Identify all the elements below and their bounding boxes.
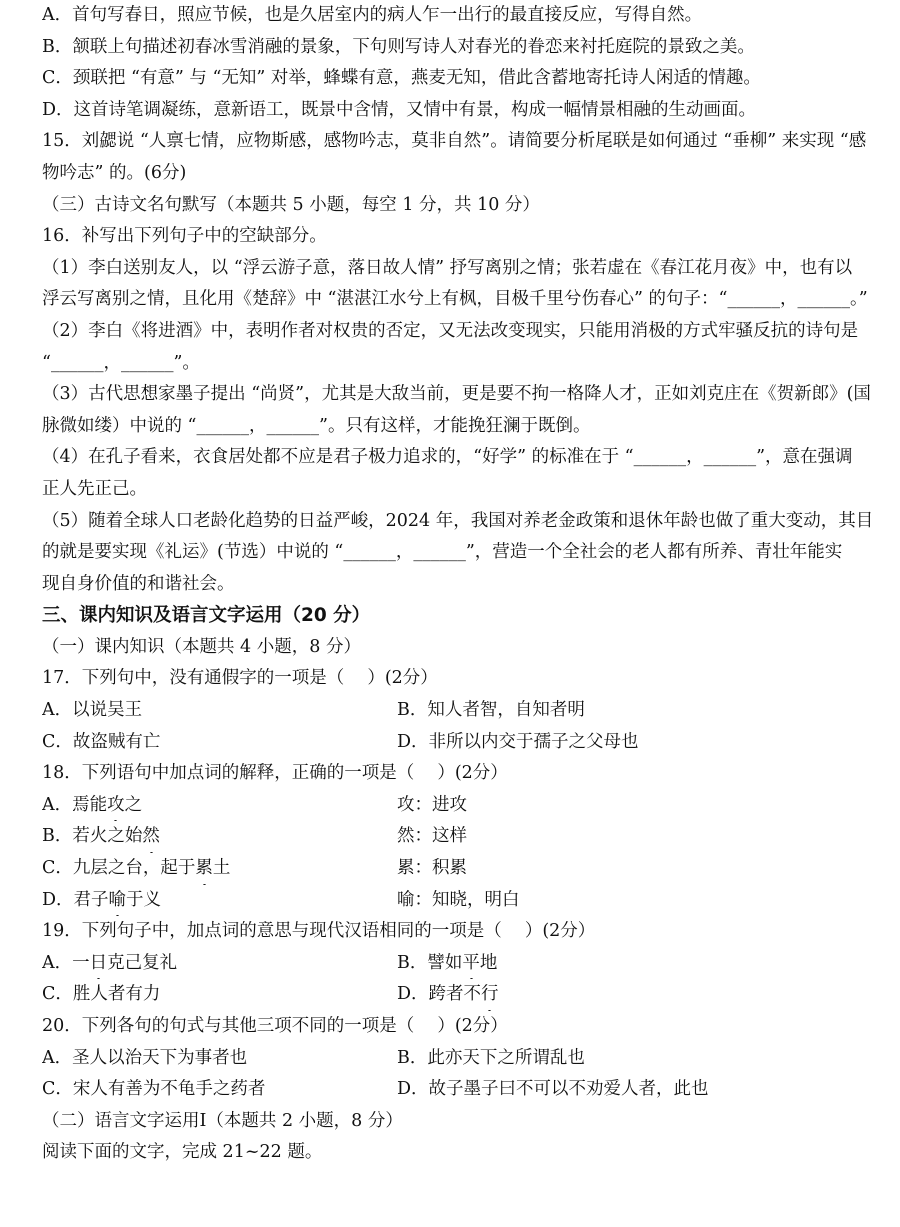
text: 土 bbox=[212, 858, 231, 879]
q17-option-c: C．故盗贼有亡 bbox=[42, 731, 161, 752]
q18-stem: 18．下列语句中加点词的解释，正确的一项是（ ）(2分） bbox=[42, 763, 508, 784]
q17-options-row-1 bbox=[42, 695, 882, 727]
q16-5-line-2: 的就是要实现《礼运》(节选）中说的 “______，______”，营造一个全社会的老人都有所养、青壮年能实 bbox=[42, 542, 843, 563]
dotted-character: 喻 bbox=[109, 885, 127, 917]
dotted-character: 攻 bbox=[107, 790, 125, 822]
q19-stem: 19．下列句子中，加点词的意思与现代汉语相同的一项是（ ）(2分） bbox=[42, 921, 596, 942]
q20-option-c: C．宋人有善为不龟手之药者 bbox=[42, 1079, 266, 1100]
q19-option-b bbox=[397, 948, 497, 980]
q14-option-b: B．颔联上句描述初春冰雪消融的景象，下句则写诗人对春光的眷恋来衬托庭院的景致之美。 bbox=[42, 36, 755, 57]
text: D．跨者不 bbox=[397, 984, 482, 1005]
text: A．一 bbox=[42, 952, 90, 973]
q18-option-a-gloss: 攻：进攻 bbox=[397, 794, 467, 815]
q18-option-c bbox=[42, 853, 882, 885]
q19-options-row-1 bbox=[42, 948, 882, 980]
q16-3-line-2: 脉微如缕）中说的 “______，______”。只有这样，才能挽狂澜于既倒。 bbox=[42, 415, 591, 436]
dotted-character: 日 bbox=[90, 948, 108, 980]
q18-option-b-gloss: 然：这样 bbox=[397, 826, 467, 847]
q18-option-d bbox=[42, 885, 882, 917]
q18-option-c-gloss: 累：积累 bbox=[397, 858, 467, 879]
q16-2-line-2: “______，______”。 bbox=[42, 352, 200, 373]
q16-3-line-1: （3）古代思想家墨子提出 “尚贤”，尤其是大敌当前，更是要不拘一格降人才，正如刘克庄在《贺新郎》(国 bbox=[42, 384, 871, 405]
q18-option-d-sentence bbox=[42, 885, 397, 917]
q15-line-2: 物吟志” 的。(6分) bbox=[42, 162, 187, 183]
text: C．九层之台，起于 bbox=[42, 858, 196, 879]
text: A．焉能 bbox=[42, 794, 108, 815]
text: B．若火之始 bbox=[42, 826, 143, 847]
q18-option-a bbox=[42, 790, 882, 822]
subsection-2-heading: （二）语言文字运用Ⅰ（本题共 2 小题，8 分） bbox=[42, 1110, 403, 1131]
q14-option-c: C．颈联把 “有意” 与 “无知” 对举，蜂蝶有意，燕麦无知，借此含蓄地寄托诗人闲适的情趣。 bbox=[42, 68, 761, 89]
dotted-character: 然 bbox=[142, 821, 160, 853]
text: 克己复礼 bbox=[107, 952, 178, 973]
q19-option-d bbox=[397, 979, 499, 1011]
q20-options-row-1 bbox=[42, 1043, 882, 1075]
q14-option-d: D．这首诗笔调凝练，意新语工，既景中含情，又情中有景，构成一幅情景相融的生动画面。 bbox=[42, 99, 757, 120]
part-3-heading: 三、课内知识及语言文字运用（20 分） bbox=[42, 605, 371, 627]
q17-stem: 17．下列句中，没有通假字的一项是（ ）(2分） bbox=[42, 668, 438, 689]
q19-option-c: C．胜人者有力 bbox=[42, 984, 161, 1005]
q16-1-line-2: 浮云写离别之情，且化用《楚辞》中 “湛湛江水兮上有枫，目极千里兮伤春心” 的句子：“______，______。” bbox=[42, 289, 868, 310]
q15-line-1: 15．刘勰说 “人禀七情，应物斯感，感物吟志，莫非自然”。请简要分析尾联是如何通过 “垂柳” 来实现 “感 bbox=[42, 131, 867, 152]
q19-option-a bbox=[42, 948, 397, 980]
q16-5-line-3: 现自身价值的和谐社会。 bbox=[42, 573, 235, 594]
q16-1-line-1: （1）李白送别友人，以 “浮云游子意，落日故人情” 抒写离别之情；张若虚在《春江花月夜》中，也有以 bbox=[42, 257, 853, 278]
text: D．君子 bbox=[42, 889, 109, 910]
q16-5-line-1: （5）随着全球人口老龄化趋势的日益严峻，2024 年，我国对养老金政策和退休年龄也做了重大变动，其目 bbox=[42, 510, 874, 531]
q18-option-b-sentence bbox=[42, 821, 397, 853]
q20-option-b: B．此亦天下之所谓乱也 bbox=[397, 1047, 585, 1068]
q16-2-line-1: （2）李白《将进酒》中，表明作者对权贵的否定，又无法改变现实，只能用消极的方式牢骚反抗的诗句是 bbox=[42, 320, 859, 341]
text: 地 bbox=[479, 952, 498, 973]
text: 之 bbox=[124, 794, 143, 815]
q18-option-a-sentence bbox=[42, 790, 397, 822]
dotted-character: 累 bbox=[195, 853, 213, 885]
text: 于义 bbox=[126, 889, 162, 910]
q17-option-d: D．非所以内交于孺子之父母也 bbox=[397, 731, 639, 752]
dotted-character: 行 bbox=[481, 979, 499, 1011]
q14-option-a: A．首句写春日，照应节候，也是久居室内的病人乍一出行的最直接反应，写得自然。 bbox=[42, 5, 703, 25]
q20-stem: 20．下列各句的句式与其他三项不同的一项是（ ）(2分） bbox=[42, 1016, 508, 1036]
q16-4-line-2: 正人先正己。 bbox=[42, 478, 147, 499]
reading-instruction: 阅读下面的文字，完成 21~22 题。 bbox=[42, 1142, 323, 1163]
q16-4-line-1: （4）在孔子看来，衣食居处都不应是君子极力追求的，“好学” 的标准在于 “______，______”，意在强调 bbox=[42, 447, 853, 468]
q18-option-d-gloss: 喻：知晓，明白 bbox=[397, 889, 520, 910]
q20-options-row-2 bbox=[42, 1074, 882, 1106]
subsection-1-heading: （一）课内知识（本题共 4 小题，8 分） bbox=[42, 636, 361, 657]
q17-option-a: A．以说吴王 bbox=[42, 700, 143, 721]
section-3-heading: （三）古诗文名句默写（本题共 5 小题，每空 1 分，共 10 分） bbox=[42, 194, 540, 215]
text: B．譬如 bbox=[397, 952, 463, 973]
q17-options-row-2 bbox=[42, 727, 882, 759]
q16-heading: 16．补写出下列句子中的空缺部分。 bbox=[42, 226, 327, 247]
q19-options-row-2 bbox=[42, 979, 882, 1011]
dotted-character: 平 bbox=[462, 948, 480, 980]
q18-option-b bbox=[42, 821, 882, 853]
q20-option-d: D．故子墨子曰不可以不劝爱人者，此也 bbox=[397, 1079, 709, 1100]
q18-option-c-sentence bbox=[42, 853, 397, 885]
exam-page bbox=[42, 0, 882, 1169]
q17-option-b: B．知人者智，自知者明 bbox=[397, 700, 585, 721]
q20-option-a: A．圣人以治天下为事者也 bbox=[42, 1047, 248, 1068]
